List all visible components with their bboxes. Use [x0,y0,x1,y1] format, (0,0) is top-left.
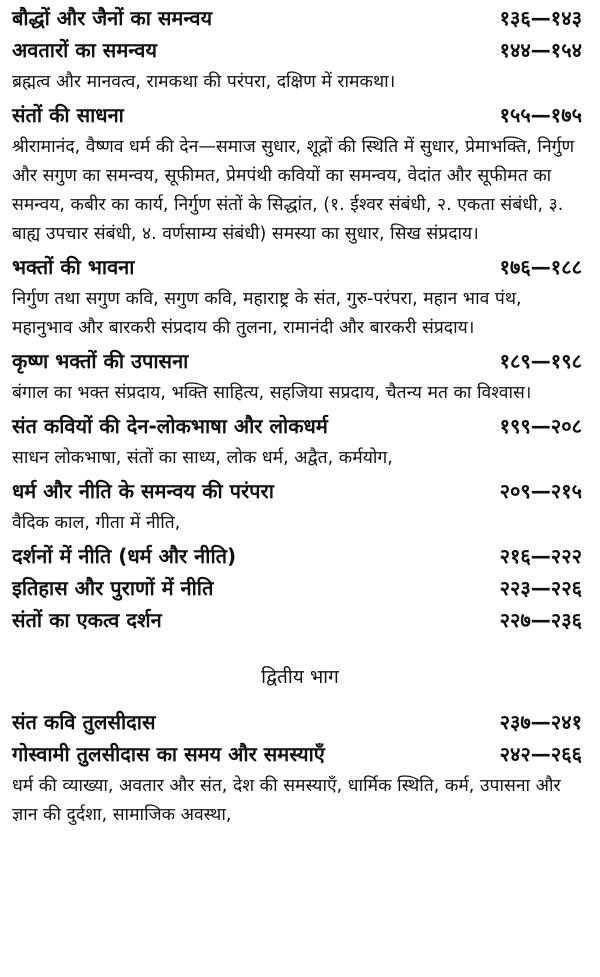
toc-entry-heading-row [12,412,582,444]
section-heading: द्वितीय भाग [261,666,339,688]
page-range: २०९—२१५ [499,479,582,503]
chapter-topics: धर्म की व्याख्या, अवतार और संत, देश की समस्याएँ, धार्मिक स्थिति, कर्म, उपासना और ज्ञान की दुर्दशा, सामाजिक अवस्था, [12,776,561,825]
toc-entry [12,36,582,97]
toc-entry-heading-row [12,542,582,574]
toc-entry [12,477,582,538]
toc-entry [12,4,582,36]
page-range: २४२—२६६ [499,742,582,766]
contents-part-two [0,708,600,830]
chapter-title: कृष्ण भक्तों की उपासना [12,349,189,373]
toc-entry [12,606,582,638]
toc-entry [12,542,582,574]
toc-entry-heading-row [12,574,582,606]
page-range: १३६—१४३ [499,6,582,30]
toc-entry-heading-row [12,253,582,285]
toc-entry-heading-row [12,477,582,509]
chapter-title: संतों की साधना [12,103,124,127]
chapter-title: संतों का एकत्व दर्शन [12,608,162,632]
chapter-topics: श्रीरामानंद, वैष्णव धर्म की देन—समाज सुधार, शूद्रों की स्थिति में सुधार, प्रेमाभक्ति, निर्गुण और सगुण का समन्वय, सूफीमत, प्रेमपंथी कवियों का समन्वय, वेदांत और सूफीमत का समन्वय, कबीर का कार्य, निर्गुण संतों के सिद्धांत, (१. ईश्वर संबंधी, २. एकता संबंधी, ३. बाह्य उपचार संबंधी, ४. वर्णसाम्य संबंधी) समस्या का सुधार, सिख संप्रदाय। [12,137,575,244]
toc-entry-heading-row [12,4,582,36]
chapter-topics: बंगाल का भक्त संप्रदाय, भक्ति साहित्य, सहजिया सप्रदाय, चैतन्य मत का विश्वास। [12,383,532,403]
chapter-title: संत कवि तुलसीदास [12,710,156,734]
chapter-topics: वैदिक काल, गीता में नीति, [12,513,181,533]
toc-entry-heading-row [12,101,582,133]
toc-entry-heading-row [12,347,582,379]
chapter-title: बौद्धों और जैनों का समन्वय [12,6,213,30]
chapter-topics: साधन लोकभाषा, संतों का साध्य, लोक धर्म, अद्वैत, कर्मयोग, [12,448,393,468]
chapter-title: दर्शनों में नीति (धर्म और नीति) [12,544,237,568]
page-range: २२३—२२६ [499,576,582,600]
toc-entry-heading-row [12,708,582,740]
page-range: २२७—२३६ [499,608,582,632]
toc-entry [12,253,582,343]
page-range: २३७—२४१ [499,710,582,734]
toc-entry [12,347,582,408]
page-range: १४४—१५४ [499,38,582,62]
page-range: १९९—२०८ [499,414,582,438]
page-range: १८९—१९८ [499,349,582,373]
chapter-title: संत कवियों की देन-लोकभाषा और लोकधर्म [12,414,328,438]
contents-part-one [0,4,600,638]
toc-entry [12,412,582,473]
toc-entry [12,740,582,830]
toc-entry-heading-row [12,36,582,68]
chapter-title: इतिहास और पुराणों में नीति [12,576,214,600]
toc-entry [12,708,582,740]
chapter-title: धर्म और नीति के समन्वय की परंपरा [12,479,274,503]
toc-entry [12,574,582,606]
chapter-title: गोस्वामी तुलसीदास का समय और समस्याएँ [12,742,325,766]
page-range: १५५—१७५ [499,103,582,127]
chapter-title: अवतारों का समन्वय [12,38,157,62]
page-range: २१६—२२२ [499,544,582,568]
toc-entry-heading-row [12,740,582,772]
chapter-topics: ब्रह्मत्व और मानवत्व, रामकथा की परंपरा, दक्षिण में रामकथा। [12,72,396,92]
chapter-title: भक्तों की भावना [12,255,135,279]
toc-entry-heading-row [12,606,582,638]
toc-entry [12,101,582,249]
chapter-topics: निर्गुण तथा सगुण कवि, सगुण कवि, महाराष्ट्र के संत, गुरु-परंपरा, महान भाव पंथ, महानुभाव और बारकरी संप्रदाय की तुलना, रामानंदी और बारकरी संप्रदाय। [12,289,522,338]
page-range: १७६—१८८ [499,255,582,279]
